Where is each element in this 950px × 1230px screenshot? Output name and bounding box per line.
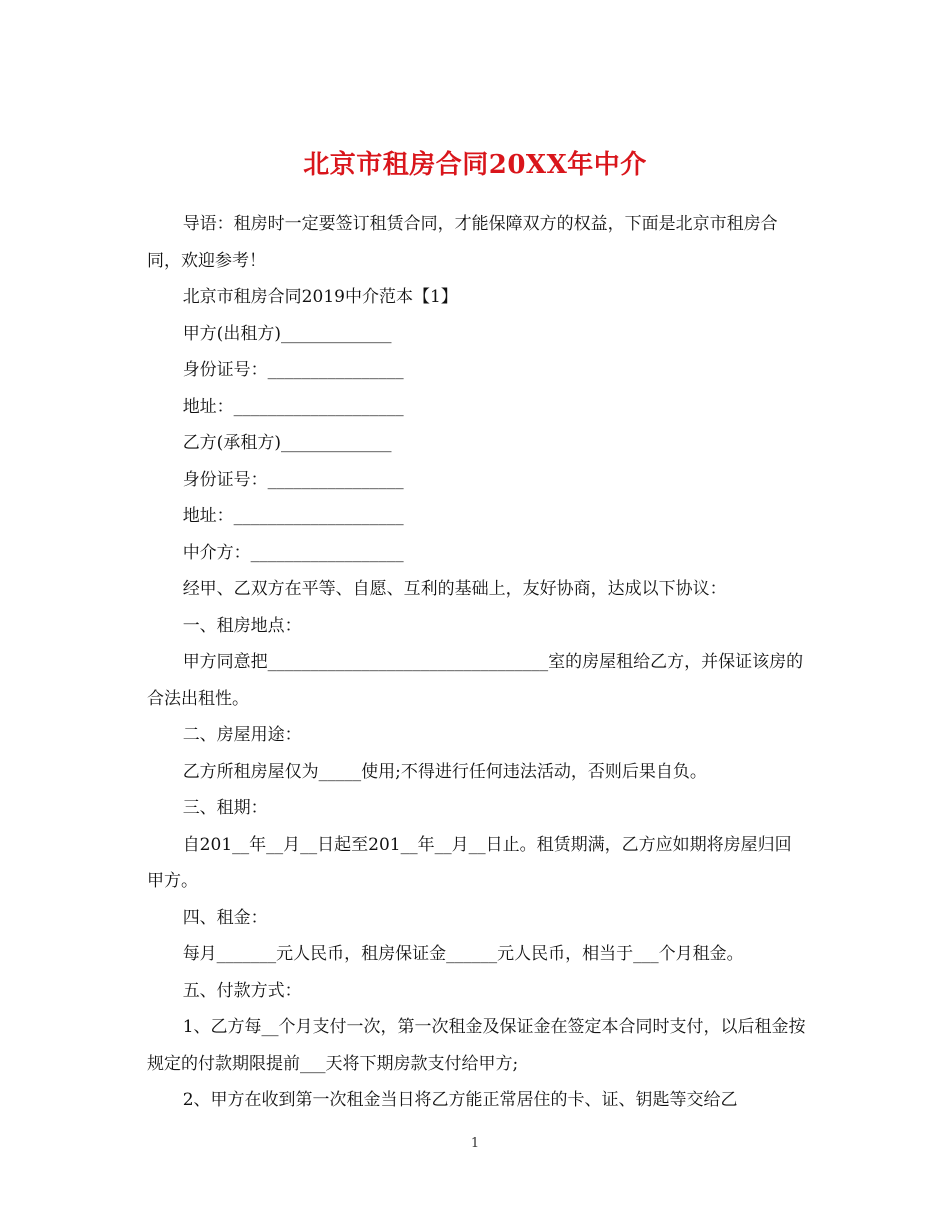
page-number: 1 <box>470 1136 480 1151</box>
party-b-address-field: 地址：____________________ <box>182 506 404 526</box>
party-a-address-field: 地址：____________________ <box>182 396 404 417</box>
section-payment-heading: 五、付款方式： <box>182 980 302 1001</box>
section-use-heading: 二、房屋用途： <box>182 725 302 745</box>
payment-item-2: 2、甲方在收到第一次租金当日将乙方能正常居住的卡、证、钥匙等交给乙 <box>182 1090 738 1110</box>
section-rent-heading: 四、租金： <box>182 907 268 928</box>
use-paragraph: 乙方所租房屋仅为_____使用;不得进行任何违法活动，否则后果自负。 <box>182 761 707 782</box>
location-paragraph: 甲方同意把_________________________________室的房屋租给乙方，并保证该房的合法出租性。 <box>147 652 804 709</box>
party-a-field: 甲方(出租方)_____________ <box>182 323 392 344</box>
template-heading: 北京市租房合同2019中介范本【1】 <box>182 287 458 307</box>
payment-item-1: 1、乙方每__个月支付一次，第一次租金及保证金在签定本合同时支付，以后租金按规定的付款期限提前___天将下期房款支付给甲方; <box>147 1017 806 1074</box>
agent-field: 中介方：__________________ <box>182 542 404 563</box>
section-term-heading: 三、租期： <box>182 798 268 818</box>
document-title: 北京市租房合同20XX年中介 <box>303 150 647 181</box>
document-body <box>147 206 807 1119</box>
section-location-heading: 一、租房地点： <box>182 615 302 636</box>
party-a-id-field: 身份证号：________________ <box>182 360 404 380</box>
agreement-paragraph: 经甲、乙双方在平等、自愿、互利的基础上，友好协商，达成以下协议： <box>182 579 727 599</box>
party-b-field: 乙方(承租方)_____________ <box>182 433 392 453</box>
party-b-id-field: 身份证号：________________ <box>182 469 404 490</box>
intro-paragraph: 导语：租房时一定要签订租赁合同，才能保障双方的权益，下面是北京市租房合同，欢迎参考！ <box>147 214 778 271</box>
rent-paragraph: 每月_______元人民币，租房保证金______元人民币，相当于___个月租金。 <box>182 944 744 964</box>
term-paragraph: 自201__年__月__日起至201__年__月__日止。租赁期满，乙方应如期将房屋归回甲方。 <box>147 834 792 891</box>
